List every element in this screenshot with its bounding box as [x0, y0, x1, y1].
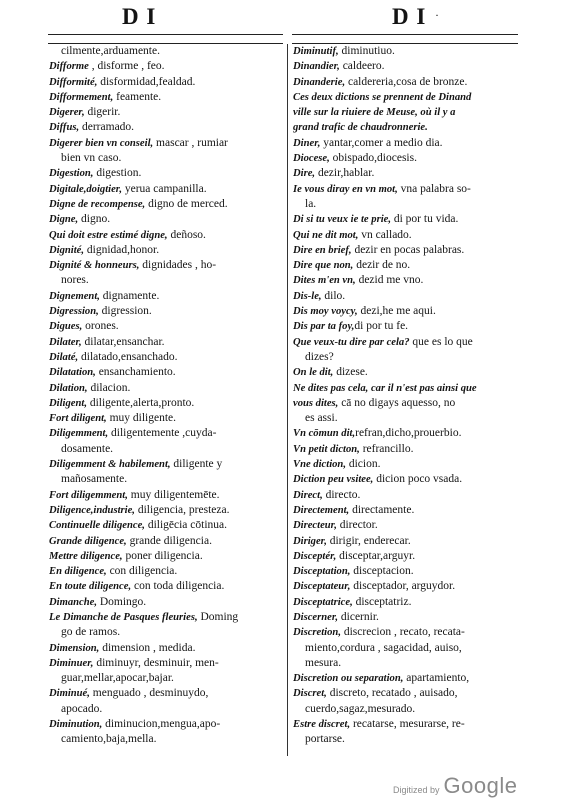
entry-headword: Disceptation,	[293, 566, 351, 578]
dictionary-line	[293, 595, 515, 610]
entry-headword: Digestion,	[49, 168, 94, 180]
entry-headword: Ces deux dictions se prennent de Dinand	[293, 91, 472, 103]
entry-definition: refran,dicho,prouerbio.	[355, 427, 462, 440]
entry-definition: cuerdo,sagaz,mesurado.	[305, 702, 416, 715]
entry-headword: Dignement,	[49, 290, 100, 302]
dictionary-line	[293, 59, 515, 74]
entry-definition: digression.	[98, 305, 152, 318]
dictionary-line	[49, 197, 278, 212]
entry-headword: Disceptateur,	[293, 581, 351, 593]
entry-headword: Continuelle diligence,	[49, 520, 145, 532]
entry-definition: dezir de no.	[353, 259, 411, 272]
dictionary-line	[293, 671, 515, 686]
dictionary-line	[293, 289, 515, 304]
page-header-right: D I	[392, 4, 427, 29]
entry-headword: Vn cōmun dit,	[293, 428, 356, 440]
entry-headword: Di si tu veux ie te prie,	[293, 214, 391, 226]
dictionary-line	[293, 442, 515, 457]
entry-definition: Doming	[197, 610, 239, 623]
entry-headword: Diminutif,	[293, 46, 339, 57]
entry-headword: Directement,	[293, 504, 350, 516]
dictionary-line	[49, 625, 278, 640]
dictionary-line	[49, 732, 278, 747]
entry-definition: diligēcia cōtinua.	[144, 519, 228, 532]
entry-definition: diligentemente ,cuyda-	[108, 427, 217, 440]
google-logo: Google	[443, 773, 518, 798]
entry-definition: diligencia, presteza.	[134, 503, 230, 516]
dictionary-line	[293, 304, 515, 319]
dictionary-line	[293, 105, 515, 120]
entry-headword: Dilation,	[49, 382, 88, 394]
entry-headword: Diminué,	[49, 688, 90, 700]
dictionary-line	[293, 610, 515, 625]
entry-headword: Diction peu vsitee,	[293, 474, 374, 486]
dictionary-line	[293, 120, 515, 135]
dictionary-line	[49, 136, 278, 151]
dictionary-line	[293, 166, 515, 181]
entry-definition: Domingo.	[96, 595, 147, 608]
entry-definition: digestion.	[93, 167, 142, 180]
dictionary-line	[49, 105, 278, 120]
dictionary-line	[293, 518, 515, 533]
dictionary-line	[49, 488, 278, 503]
entry-headword: Digne de recompense,	[49, 198, 146, 210]
entry-definition: dezir,hablar.	[315, 167, 375, 180]
entry-definition: que es lo que	[409, 335, 473, 348]
entry-definition: apartamiento,	[403, 672, 470, 685]
dictionary-line	[293, 365, 515, 380]
entry-definition: miento,cordura , sagacidad, auiso,	[305, 641, 462, 654]
entry-definition: nores.	[61, 274, 89, 287]
dictionary-line	[293, 319, 515, 334]
dictionary-line	[49, 75, 278, 90]
dictionary-line	[49, 549, 278, 564]
entry-definition: dignidades , ho-	[139, 259, 217, 272]
dictionary-line	[293, 90, 515, 105]
dictionary-line	[293, 396, 515, 411]
dictionary-line	[293, 411, 515, 426]
dictionary-line	[49, 457, 278, 472]
dictionary-line	[49, 717, 278, 732]
dictionary-line	[49, 442, 278, 457]
dictionary-line	[49, 335, 278, 350]
entry-headword: Dimension,	[49, 642, 100, 654]
entry-definition: dilatar,ensanchar.	[81, 335, 165, 348]
entry-definition: dosamente.	[61, 442, 114, 455]
dictionary-line	[293, 136, 515, 151]
entry-definition: dizese.	[333, 366, 368, 379]
entry-headword: Digues,	[49, 321, 83, 333]
dictionary-line	[49, 319, 278, 334]
entry-headword: Discerner,	[293, 611, 339, 623]
dictionary-line	[49, 289, 278, 304]
entry-definition: poner diligencia.	[122, 549, 203, 562]
entry-definition: dicion poco vsada.	[373, 473, 463, 486]
entry-definition: recatarse, mesurarse, re-	[350, 718, 465, 731]
entry-headword: Mettre diligence,	[49, 550, 123, 562]
entry-headword: Le Dimanche de Pasques fleuries,	[49, 611, 198, 623]
entry-headword: Diocese,	[293, 153, 330, 165]
dictionary-line	[49, 579, 278, 594]
entry-headword: Direct,	[293, 489, 323, 501]
dictionary-line	[49, 686, 278, 701]
dictionary-line	[293, 656, 515, 671]
entry-headword: Digerer,	[49, 107, 85, 119]
digitized-by-footer	[393, 773, 517, 799]
entry-definition: muy diligentemēte.	[127, 488, 220, 501]
entry-headword: Diligence,industrie,	[49, 504, 135, 516]
entry-definition: caldeero.	[339, 60, 385, 73]
entry-definition: derramado.	[79, 121, 135, 134]
entry-headword: Digerer bien vn conseil,	[49, 137, 154, 149]
entry-definition: dignidad,honor.	[84, 243, 160, 256]
entry-definition: discrecion , recato, recata-	[340, 626, 465, 639]
dictionary-line	[293, 212, 515, 227]
dictionary-line	[49, 44, 278, 59]
dictionary-line	[49, 518, 278, 533]
entry-headword: Diligent,	[49, 397, 87, 409]
entry-headword: Diligemment,	[49, 428, 109, 440]
entry-definition: dilacion.	[87, 381, 131, 394]
dictionary-line	[293, 472, 515, 487]
entry-definition: digerir.	[84, 106, 121, 119]
dictionary-line	[293, 732, 515, 747]
entry-headword: Dignité,	[49, 244, 85, 256]
entry-definition: diminuyr, desminuir, men-	[93, 656, 219, 669]
entry-headword: Fort diligemment,	[49, 489, 128, 501]
entry-headword: Dis moy voycy,	[293, 306, 358, 318]
entry-definition: dezid me vno.	[355, 274, 424, 287]
entry-headword: Que veux-tu dire par cela?	[293, 336, 410, 348]
dictionary-line	[49, 472, 278, 487]
entry-headword: Dinanderie,	[293, 76, 346, 88]
entry-headword: Difformité,	[49, 76, 98, 88]
left-column	[49, 44, 278, 748]
dictionary-line	[49, 273, 278, 288]
right-column	[293, 44, 515, 748]
entry-headword: Dignité & honneurs,	[49, 260, 140, 272]
entry-headword: Discretion ou separation,	[293, 673, 404, 685]
entry-definition: feamente.	[113, 90, 162, 103]
entry-headword: Vn petit dicton,	[293, 443, 360, 455]
dictionary-line	[293, 273, 515, 288]
dictionary-line	[49, 166, 278, 181]
entry-definition: director.	[336, 519, 378, 532]
entry-definition: diminutiuo.	[338, 45, 395, 57]
entry-definition: vn callado.	[358, 228, 412, 241]
entry-headword: grand trafic de chaudronnerie.	[293, 122, 428, 134]
dictionary-line	[49, 564, 278, 579]
dictionary-line	[293, 228, 515, 243]
entry-definition: digno.	[78, 213, 111, 226]
entry-headword: Dimanche,	[49, 596, 97, 608]
dictionary-line	[293, 625, 515, 640]
entry-definition: cā no digays aquesso, no	[338, 396, 456, 409]
entry-headword: Directeur,	[293, 520, 337, 532]
entry-definition: disceptacion.	[350, 565, 414, 578]
dictionary-line	[293, 702, 515, 717]
header-mark: ·	[435, 8, 439, 22]
entry-definition: dilatado,ensanchado.	[78, 350, 178, 363]
dictionary-line	[49, 304, 278, 319]
entry-definition: caldereria,cosa de bronze.	[345, 75, 468, 88]
entry-headword: On le dit,	[293, 367, 334, 379]
entry-definition: diminucion,mengua,apo-	[102, 718, 221, 731]
page-header-left: D I	[122, 4, 157, 29]
entry-definition: diligente,alerta,pronto.	[86, 396, 195, 409]
digitized-label: Digitized by	[393, 785, 440, 795]
entry-headword: Dites m'en vn,	[293, 275, 356, 287]
entry-definition: digno de merced.	[145, 197, 228, 210]
entry-headword: En diligence,	[49, 566, 107, 578]
entry-definition: apocado.	[61, 702, 103, 715]
dictionary-line	[49, 212, 278, 227]
dictionary-line	[293, 564, 515, 579]
entry-definition: disformidad,fealdad.	[97, 75, 196, 88]
dictionary-line	[49, 258, 278, 273]
entry-definition: orones.	[82, 320, 119, 333]
dictionary-line	[293, 381, 515, 396]
dictionary-line	[49, 381, 278, 396]
entry-definition: directamente.	[349, 503, 415, 516]
dictionary-line	[49, 59, 278, 74]
entry-headword: Dire,	[293, 168, 316, 180]
entry-definition: dignamente.	[99, 289, 160, 302]
dictionary-line	[293, 197, 515, 212]
entry-definition: deñoso.	[167, 228, 206, 241]
entry-headword: Qui doit estre estimé digne,	[49, 229, 168, 241]
entry-headword: Grande diligence,	[49, 535, 127, 547]
entry-headword: Diriger,	[293, 535, 327, 547]
dictionary-line	[49, 90, 278, 105]
entry-headword: Digression,	[49, 306, 99, 318]
entry-headword: Disceptatrice,	[293, 596, 353, 608]
entry-definition: dicernir.	[338, 610, 379, 623]
dictionary-line	[293, 151, 515, 166]
entry-definition: menguado , desminuydo,	[89, 687, 209, 700]
dictionary-line	[49, 671, 278, 686]
dictionary-line	[293, 488, 515, 503]
entry-headword: Dis-le,	[293, 290, 322, 302]
dictionary-line	[293, 350, 515, 365]
dictionary-line	[49, 151, 278, 166]
entry-headword: Discret,	[293, 688, 327, 700]
dictionary-line	[293, 549, 515, 564]
entry-definition: grande diligencia.	[126, 534, 212, 547]
entry-definition: dizes?	[305, 350, 334, 363]
entry-headword: Dinandier,	[293, 61, 340, 73]
dictionary-line	[293, 503, 515, 518]
entry-headword: Digitale,doigtier,	[49, 183, 122, 195]
dictionary-line	[49, 503, 278, 518]
dictionary-line	[49, 656, 278, 671]
entry-headword: Vne diction,	[293, 459, 346, 471]
entry-definition: ensanchamiento.	[95, 366, 176, 379]
header-double-rule-left	[48, 34, 283, 44]
dictionary-line	[49, 365, 278, 380]
column-divider	[287, 44, 288, 756]
entry-headword: Dilatation,	[49, 367, 96, 379]
entry-definition: dezi,he me aqui.	[357, 305, 436, 318]
entry-definition: mañosamente.	[61, 473, 128, 486]
entry-headword: Ne dites pas cela, car il n'est pas ainsi que	[293, 382, 477, 394]
entry-headword: ville sur la riuiere de Meuse, où il y a	[293, 107, 456, 119]
entry-definition: dicion.	[345, 458, 381, 471]
entry-definition: disceptatriz.	[352, 595, 412, 608]
entry-headword: Difforme	[49, 61, 89, 73]
entry-definition: camiento,baja,mella.	[61, 733, 157, 746]
dictionary-line	[293, 335, 515, 350]
entry-definition: obispado,diocesis.	[329, 152, 417, 165]
entry-headword: Fort diligent,	[49, 413, 107, 425]
dictionary-line	[49, 182, 278, 197]
dictionary-line	[49, 396, 278, 411]
entry-definition: refrancillo.	[359, 442, 414, 455]
dictionary-line	[49, 641, 278, 656]
entry-headword: vous dites,	[293, 397, 339, 409]
entry-headword: Dire en brief,	[293, 244, 352, 256]
header-double-rule-right	[292, 34, 518, 44]
entry-definition: go de ramos.	[61, 626, 121, 639]
entry-definition: portarse.	[305, 733, 345, 746]
entry-headword: En toute diligence,	[49, 581, 132, 593]
dictionary-line	[49, 610, 278, 625]
entry-definition: diligente y	[170, 458, 223, 471]
entry-definition: la.	[305, 197, 317, 210]
dictionary-line	[293, 243, 515, 258]
entry-headword: Dilater,	[49, 336, 82, 348]
entry-definition: yantar,comer a medio dia.	[320, 136, 443, 149]
dictionary-line	[293, 258, 515, 273]
entry-definition: , disforme , feo.	[88, 60, 165, 73]
entry-definition: disceptador, arguydor.	[350, 580, 456, 593]
dictionary-line	[49, 426, 278, 441]
dictionary-line	[49, 534, 278, 549]
dictionary-line	[293, 579, 515, 594]
entry-headword: Disceptér,	[293, 550, 337, 562]
entry-headword: Qui ne dit mot,	[293, 229, 359, 241]
entry-definition: disceptar,arguyr.	[336, 549, 416, 562]
entry-definition: con toda diligencia.	[131, 580, 225, 593]
entry-definition: bien vn caso.	[61, 152, 122, 165]
dictionary-line	[49, 702, 278, 717]
dictionary-line	[293, 44, 515, 59]
entry-definition: directo.	[322, 488, 361, 501]
dictionary-line	[293, 717, 515, 732]
entry-definition: dilo.	[321, 289, 346, 302]
entry-definition: mascar , rumiar	[153, 136, 228, 149]
dictionary-line	[293, 534, 515, 549]
entry-headword: Dis par ta foy,	[293, 321, 355, 333]
dictionary-line	[49, 595, 278, 610]
entry-definition: di por tu fe.	[354, 320, 409, 333]
entry-definition: vna palabra so-	[397, 182, 471, 195]
entry-headword: Diner,	[293, 137, 321, 149]
entry-definition: dirigir, enderecar.	[326, 534, 411, 547]
dictionary-line	[49, 350, 278, 365]
entry-definition: dimension , medida.	[99, 641, 196, 654]
entry-definition: muy diligente.	[106, 412, 176, 425]
entry-definition: cilmente,arduamente.	[61, 45, 160, 57]
entry-definition: es assi.	[305, 412, 338, 425]
entry-headword: Digne,	[49, 214, 79, 226]
entry-definition: yerua campanilla.	[121, 182, 207, 195]
dictionary-line	[293, 457, 515, 472]
entry-headword: Dire que non,	[293, 260, 354, 272]
entry-definition: dezir en pocas palabras.	[351, 243, 465, 256]
entry-definition: discreto, recatado , auisado,	[326, 687, 458, 700]
dictionary-line	[49, 120, 278, 135]
entry-headword: Difformement,	[49, 91, 114, 103]
entry-headword: Diffus,	[49, 122, 80, 134]
entry-definition: di por tu vida.	[390, 213, 459, 226]
dictionary-line	[293, 686, 515, 701]
entry-headword: Diminution,	[49, 719, 103, 731]
entry-headword: Dilaté,	[49, 351, 79, 363]
entry-definition: guar,mellar,apocar,bajar.	[61, 672, 174, 685]
entry-headword: Diminuer,	[49, 657, 94, 669]
entry-headword: Diligemment & habilement,	[49, 459, 171, 471]
dictionary-line	[293, 182, 515, 197]
entry-definition: mesura.	[305, 656, 342, 669]
dictionary-line	[49, 228, 278, 243]
dictionary-line	[293, 426, 515, 441]
dictionary-line	[49, 243, 278, 258]
entry-headword: Discretion,	[293, 627, 341, 639]
entry-definition: con diligencia.	[106, 565, 178, 578]
dictionary-line	[293, 75, 515, 90]
entry-headword: Ie vous diray en vn mot,	[293, 183, 398, 195]
dictionary-line	[293, 641, 515, 656]
dictionary-line	[49, 411, 278, 426]
entry-headword: Estre discret,	[293, 719, 351, 731]
